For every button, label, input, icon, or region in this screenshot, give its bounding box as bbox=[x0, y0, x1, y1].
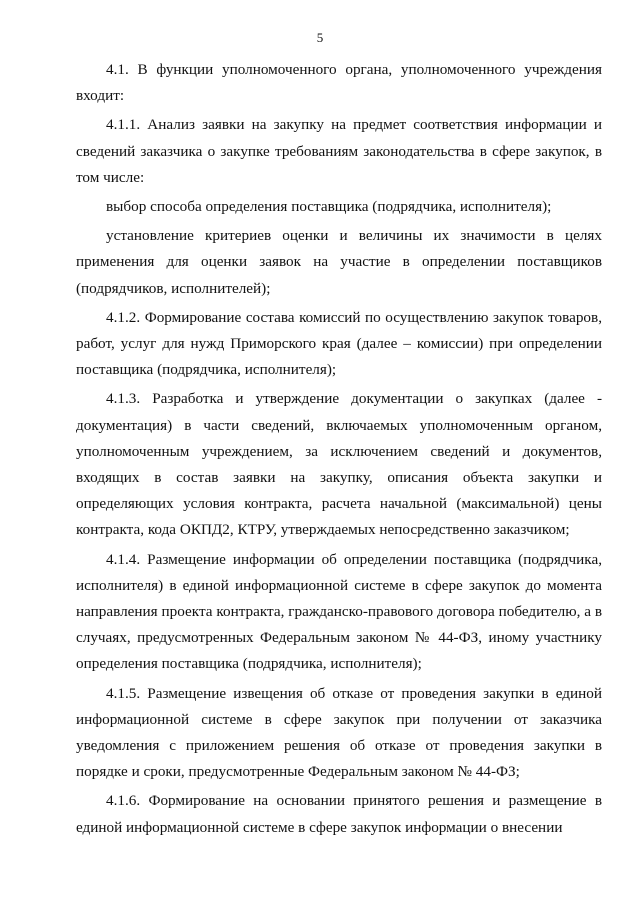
paragraph-4-1-2: 4.1.2. Формирование состава комиссий по осуществлению закупок товаров, работ, услуг для нужд Приморского края (далее – комиссии) при определении поставщика (подрядчика, исполнителя); bbox=[76, 308, 602, 379]
paragraph-4-1-4: 4.1.4. Размещение информации об определении поставщика (подрядчика, исполнителя) в единой информационной системе в сфере закупок до момента направления проекта контракта, гражданско-правового договора победителю, а в случаях, предусмотренных Федеральным законом № 44-ФЗ, иному участнику определения поставщика (подрядчика, исполнителя); bbox=[76, 550, 602, 673]
paragraph-4-1-1: 4.1.1. Анализ заявки на закупку на предмет соответствия информации и сведений заказчика о закупке требованиям законодательства в сфере закупок, в том числе: bbox=[76, 116, 602, 186]
list-item-evaluation-criteria: установление критериев оценки и величины их значимости в целях применения для оценки заявок на участие в определении поставщиков (подрядчиков, исполнителей); bbox=[76, 227, 602, 297]
paragraph-4-1: 4.1. В функции уполномоченного органа, уполномоченного учреждения входит: bbox=[76, 61, 602, 105]
document-body bbox=[76, 57, 602, 844]
paragraph-4-1-3: 4.1.3. Разработка и утверждение документации о закупках (далее - документация) в части сведений, включаемых уполномоченным органом, уполномоченным учреждением, за исключением сведений и документов, входящих в состав заявки на закупку, описания объекта закупки и определяющих условия контракта, расчета начальной (максимальной) цены контракта, кода ОКПД2, КТРУ, утверждаемых непосредственно заказчиком; bbox=[76, 390, 602, 539]
paragraph-4-1-5: 4.1.5. Размещение извещения об отказе от проведения закупки в единой информационной системе в сфере закупок при получении от заказчика уведомления с приложением решения об отказе от проведения закупки в порядке и сроки, предусмотренные Федеральным законом № 44-ФЗ; bbox=[76, 684, 602, 781]
paragraph-4-1-6: 4.1.6. Формирование на основании принятого решения и размещение в единой информационной системе в сфере закупок информации о внесении bbox=[76, 792, 602, 836]
page-number: 5 bbox=[316, 30, 324, 45]
list-item-supplier-method: выбор способа определения поставщика (подрядчика, исполнителя); bbox=[106, 198, 552, 216]
